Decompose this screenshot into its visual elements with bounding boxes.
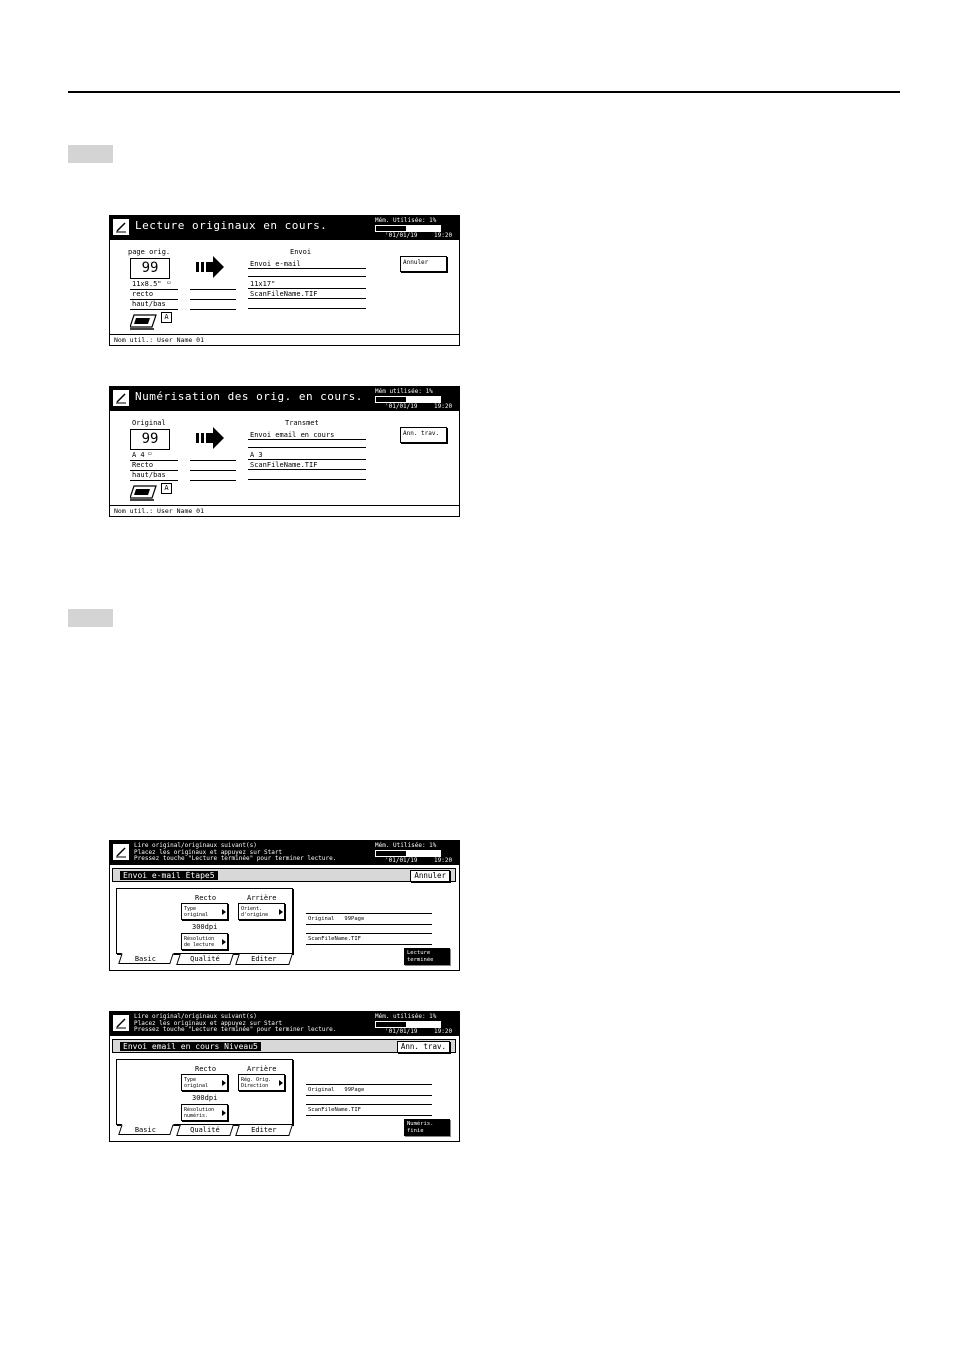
original-label: page orig. (128, 248, 171, 256)
original-label: Original (132, 419, 166, 427)
cancel-job-button[interactable]: Ann. trav. (397, 1041, 450, 1053)
divider (306, 1115, 432, 1116)
original-orientation-label: Orient. d'origine (241, 906, 269, 918)
divider (306, 924, 432, 925)
job-title: Envoi e-mail Étape5 (120, 871, 218, 880)
divider (248, 459, 366, 460)
memory-fill (376, 1022, 406, 1027)
divider (248, 447, 366, 448)
letter-a-icon: A (161, 312, 172, 323)
screen-title: Numérisation des orig. en cours. (135, 390, 363, 403)
original-page-count: Original 99Page (308, 1087, 365, 1093)
scan-resolution-button[interactable] (181, 1104, 228, 1121)
pen-icon (113, 1015, 129, 1031)
tab-basic-label: Basic (135, 955, 157, 963)
divider (306, 913, 432, 914)
original-type-label: Type original (184, 1077, 209, 1089)
screen-scanning-inch (109, 215, 460, 346)
column-arriere: Arrière (247, 1065, 277, 1073)
original-type-label: Type original (184, 906, 209, 918)
original-side: recto (132, 290, 154, 298)
original-orientation: haut/bas (132, 300, 166, 308)
chevron-right-icon (279, 1080, 283, 1086)
scan-resolution-label: Résolution de lecture (184, 936, 215, 948)
screen-header (110, 216, 459, 240)
cancel-button[interactable]: Annuler (400, 256, 447, 272)
chevron-right-icon (222, 1110, 226, 1116)
page-counter: 99 (130, 258, 170, 279)
column-recto: Recto (195, 894, 217, 902)
destination-line-3: ScanFileName.TIF (250, 461, 318, 469)
tab-basic-label: Basic (135, 1126, 157, 1134)
screen-header (110, 841, 459, 865)
time: 19:20 (434, 1028, 453, 1035)
step-marker-1 (68, 145, 113, 163)
divider (130, 480, 178, 481)
file-name: ScanFileName.TIF (308, 936, 361, 942)
letter-a-icon: A (161, 483, 172, 494)
destination-header: Envoi (290, 248, 312, 256)
divider (248, 288, 366, 289)
paper-orientation-icon: ▭ (148, 450, 152, 457)
chevron-right-icon (222, 1080, 226, 1086)
tab-qualite-label: Qualité (190, 955, 220, 963)
arrow-right-icon (196, 427, 226, 449)
resolution-value: 300dpi (192, 923, 218, 931)
job-status-bar (112, 868, 456, 882)
divider (190, 470, 236, 471)
scan-resolution-label: Résolution numéris. (184, 1107, 215, 1119)
memory-bar (375, 225, 441, 232)
date: '01/01/19 (385, 232, 418, 239)
scan-resolution-button[interactable] (181, 933, 228, 950)
memory-fill (376, 226, 406, 231)
scanner-icon (130, 484, 160, 502)
page-counter: 99 (130, 429, 170, 450)
memory-label: Mém utilisée: 1% (375, 388, 433, 395)
job-title: Envoi email en cours Niveau5 (120, 1042, 261, 1051)
pen-icon (113, 844, 129, 860)
screen-header (110, 1012, 459, 1036)
destination-line-2: 11x17" (250, 280, 276, 288)
tab-editer-label: Editer (251, 1126, 277, 1134)
file-name: ScanFileName.TIF (308, 1107, 361, 1113)
memory-bar (375, 1021, 441, 1028)
memory-bar (375, 850, 441, 857)
screen-next-original-metric (109, 1011, 460, 1142)
divider (306, 933, 432, 934)
destination-line-2: A 3 (250, 451, 263, 459)
header-rule (68, 91, 900, 93)
job-status-bar (112, 1039, 456, 1053)
tab-editer-label: Editer (251, 955, 277, 963)
arrow-right-icon (196, 256, 226, 278)
divider (306, 1104, 432, 1105)
date: '01/01/19 (385, 857, 418, 864)
scan-finished-button[interactable]: Lecture terminée (404, 948, 450, 965)
tab-qualite-label: Qualité (190, 1126, 220, 1134)
divider (248, 469, 366, 470)
original-direction-label: Rég. Orig. Direction (241, 1077, 272, 1089)
destination-header: Transmet (285, 419, 319, 427)
original-type-button[interactable] (181, 1074, 228, 1091)
time: 19:20 (434, 857, 453, 864)
divider (190, 289, 236, 290)
chevron-right-icon (222, 939, 226, 945)
settings-panel (116, 1059, 293, 1125)
tab-editer[interactable] (235, 954, 293, 965)
destination-line-1: Envoi email en cours (250, 431, 335, 439)
divider (248, 479, 366, 480)
time: 19:20 (434, 403, 453, 410)
screen-title: Lecture originaux en cours. (135, 219, 328, 232)
screen-next-original (109, 840, 460, 971)
paper-orientation-icon: ▭ (167, 279, 171, 286)
column-arriere: Arrière (247, 894, 277, 902)
date: '01/01/19 (385, 403, 418, 410)
tab-qualite[interactable] (176, 954, 234, 965)
original-orientation: haut/bas (132, 471, 166, 479)
screen-header (110, 387, 459, 411)
scanner-icon (130, 313, 160, 331)
divider (306, 1084, 432, 1085)
original-size: 11x8.5" (132, 280, 162, 288)
memory-label: Mém. Utilisée: 1% (375, 842, 437, 849)
divider (190, 309, 236, 310)
memory-fill (376, 851, 406, 856)
divider (248, 298, 366, 299)
divider (248, 268, 366, 269)
chevron-right-icon (279, 909, 283, 915)
cancel-button[interactable]: Annuler (410, 870, 450, 882)
cancel-job-button[interactable]: Ann. trav. (400, 427, 447, 443)
destination-line-3: ScanFileName.TIF (250, 290, 318, 298)
divider (248, 308, 366, 309)
tab-qualite[interactable] (176, 1125, 234, 1136)
instruction-message: Lire original/originaux suivant(s) Placez les originaux et appuyez sur Start Pressez touche "Lecture terminée" pour terminer lecture. (134, 842, 337, 863)
original-size: A 4 (132, 451, 145, 459)
tab-basic[interactable] (118, 1124, 174, 1135)
user-name-footer: Nom util.: User Name 01 (110, 505, 459, 516)
time: 19:20 (434, 232, 453, 239)
original-direction-button[interactable] (238, 1074, 285, 1091)
pen-icon (113, 219, 129, 235)
divider (248, 276, 366, 277)
date: '01/01/19 (385, 1028, 418, 1035)
scan-finished-button[interactable]: Numéris. finie (404, 1119, 450, 1136)
divider (130, 309, 178, 310)
divider (190, 299, 236, 300)
memory-label: Mém. utilisée: 1% (375, 1013, 437, 1020)
settings-panel (116, 888, 293, 954)
divider (306, 1095, 432, 1096)
step-marker-2 (68, 609, 113, 627)
original-side: Recto (132, 461, 154, 469)
pen-icon (113, 390, 129, 406)
memory-label: Mém. Utilisée: 1% (375, 217, 437, 224)
divider (190, 480, 236, 481)
resolution-value: 300dpi (192, 1094, 218, 1102)
column-recto: Recto (195, 1065, 217, 1073)
tab-editer[interactable] (235, 1125, 293, 1136)
original-page-count: Original 99Page (308, 916, 365, 922)
original-orientation-button[interactable] (238, 903, 285, 920)
tab-basic[interactable] (118, 953, 174, 964)
instruction-message: Lire original/originaux suivant(s) Placez les originaux et appuyez sur Start Pressez touche "Lecture terminée" pour terminer lecture. (134, 1013, 337, 1034)
divider (190, 460, 236, 461)
destination-line-1: Envoi e-mail (250, 260, 301, 268)
chevron-right-icon (222, 909, 226, 915)
divider (306, 944, 432, 945)
memory-bar (375, 396, 441, 403)
screen-scanning-metric (109, 386, 460, 517)
divider (248, 439, 366, 440)
memory-fill (376, 397, 406, 402)
user-name-footer: Nom util.: User Name 01 (110, 334, 459, 345)
original-type-button[interactable] (181, 903, 228, 920)
